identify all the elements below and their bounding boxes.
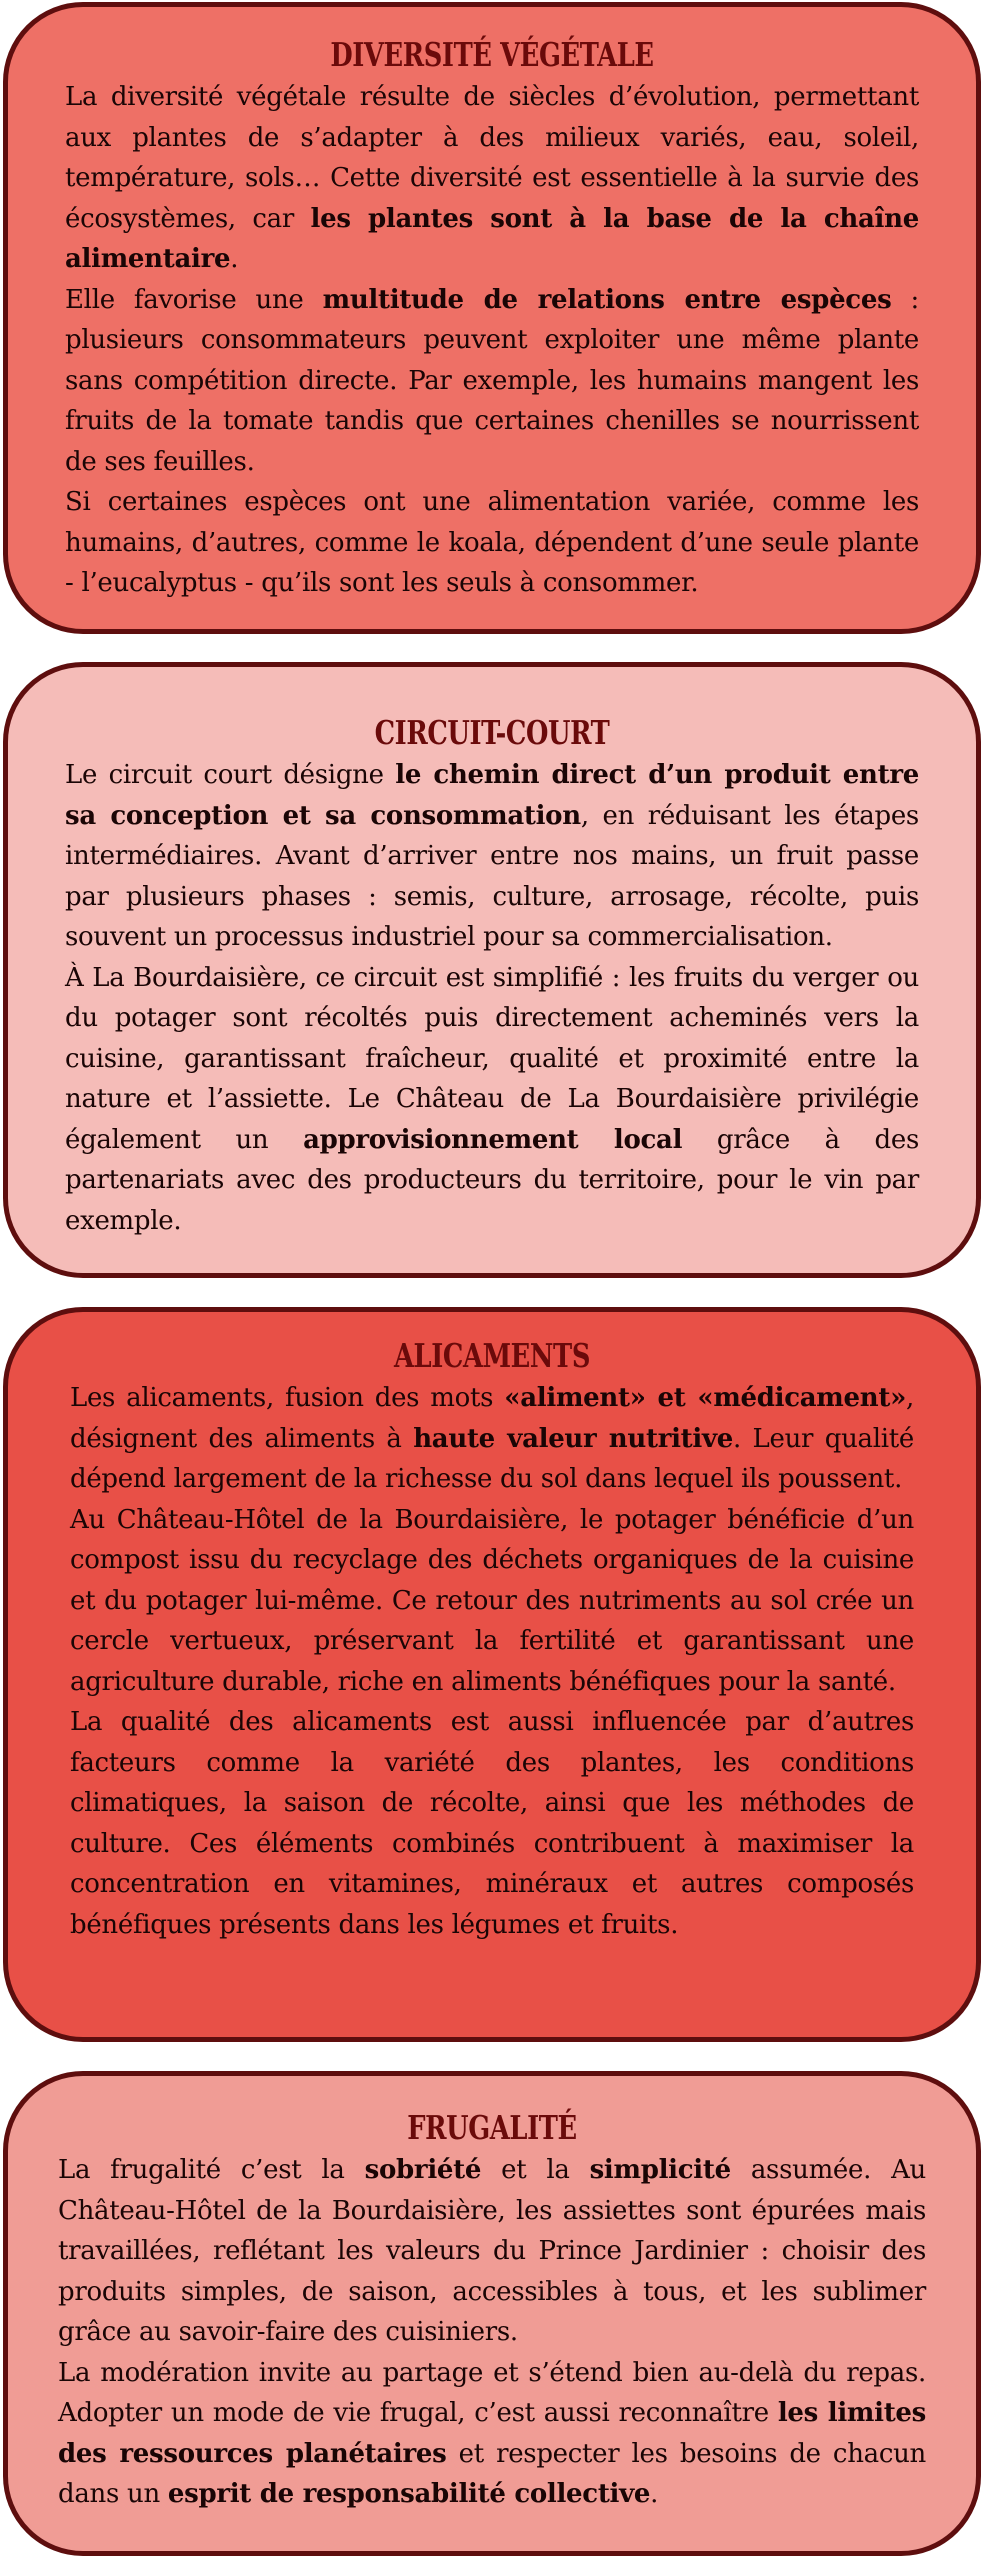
card-paragraph: La qualité des alicaments est aussi influencée par d’autres facteurs comme la variété des plantes, les conditions climatiques, la saison de récolte, ainsi que les méthodes de culture. Ces éléments combinés contribuent à maximiser la concentration en vitamines, minéraux et autres composés bénéfiques présents dans les légumes et fruits. — [70, 1707, 914, 1940]
card-title: DIVERSITÉ VÉGÉTALE — [330, 35, 654, 74]
card-paragraph: Les alicaments, fusion des mots «aliment» et «médicament», désignent des aliments à haute valeur nutritive. Leur qualité dépend largement de la richesse du sol dans lequel ils poussent. — [70, 1383, 914, 1494]
card-paragraph: Si certaines espèces ont une alimentation variée, comme les humains, d’autres, comme le koala, dépendent d’une seule plante - l’eucalyptus - qu’ils sont les seuls à consommer. — [65, 487, 919, 598]
card-diversite-vegetale — [3, 2, 981, 634]
card-title: FRUGALITÉ — [407, 2108, 577, 2147]
card-title: ALICAMENTS — [393, 1336, 591, 1375]
card-paragraph: La diversité végétale résulte de siècles d’évolution, permettant aux plantes de s’adapter à des milieux variés, eau, soleil, température, sols… Cette diversité est essentielle à la survie des écosystèmes, car les plantes sont à la base de la chaîne alimentaire. — [65, 82, 919, 274]
card-alicaments — [3, 1307, 981, 2042]
card-paragraph: À La Bourdaisière, ce circuit est simplifié : les fruits du verger ou du potager sont récoltés puis directement acheminés vers la cuisine, garantissant fraîcheur, qualité et proximité entre la nature et l’assiette. Le Château de La Bourdaisière privilégie également un approvisionnement local grâce à des partenariats avec des producteurs du territoire, pour le vin par exemple. — [65, 962, 920, 1236]
card-title: CIRCUIT-COURT — [374, 713, 610, 752]
card-paragraph: La frugalité c’est la sobriété et la simplicité assumée. Au Château-Hôtel de la Bourdaisière, les assiettes sont épurées mais travaillées, reflétant les valeurs du Prince Jardinier : choisir des produits simples, de saison, accessibles à tous, et les sublimer grâce au savoir-faire des cuisiniers. — [58, 2155, 927, 2347]
card-paragraph: Elle favorise une multitude de relations entre espèces : plusieurs consommateurs peuvent exploiter une même plante sans compétition directe. Par exemple, les humains mangent les fruits de la tomate tandis que certaines chenilles se nourrissent de ses feuilles. — [65, 284, 919, 477]
card-paragraph: Le circuit court désigne le chemin direct d’un produit entre sa conception et sa consommation, en réduisant les étapes intermédiaires. Avant d’arriver entre nos mains, un fruit passe par plusieurs phases : semis, culture, arrosage, récolte, puis souvent un processus industriel pour sa commercialisation. — [65, 760, 919, 952]
card-frugalite — [3, 2071, 981, 2556]
card-paragraph: La modération invite au partage et s’étend bien au-delà du repas. Adopter un mode de vie frugal, c’est aussi reconnaître les limites des ressources planétaires et respecter les besoins de chacun dans un esprit de responsabilité collective. — [58, 2357, 926, 2509]
card-circuit-court — [3, 662, 981, 1278]
card-paragraph: Au Château-Hôtel de la Bourdaisière, le potager bénéficie d’un compost issu du recyclage des déchets organiques de la cuisine et du potager lui-même. Ce retour des nutriments au sol crée un cercle vertueux, préservant la fertilité et garantissant une agriculture durable, riche en aliments bénéfiques pour la santé. — [70, 1504, 914, 1697]
